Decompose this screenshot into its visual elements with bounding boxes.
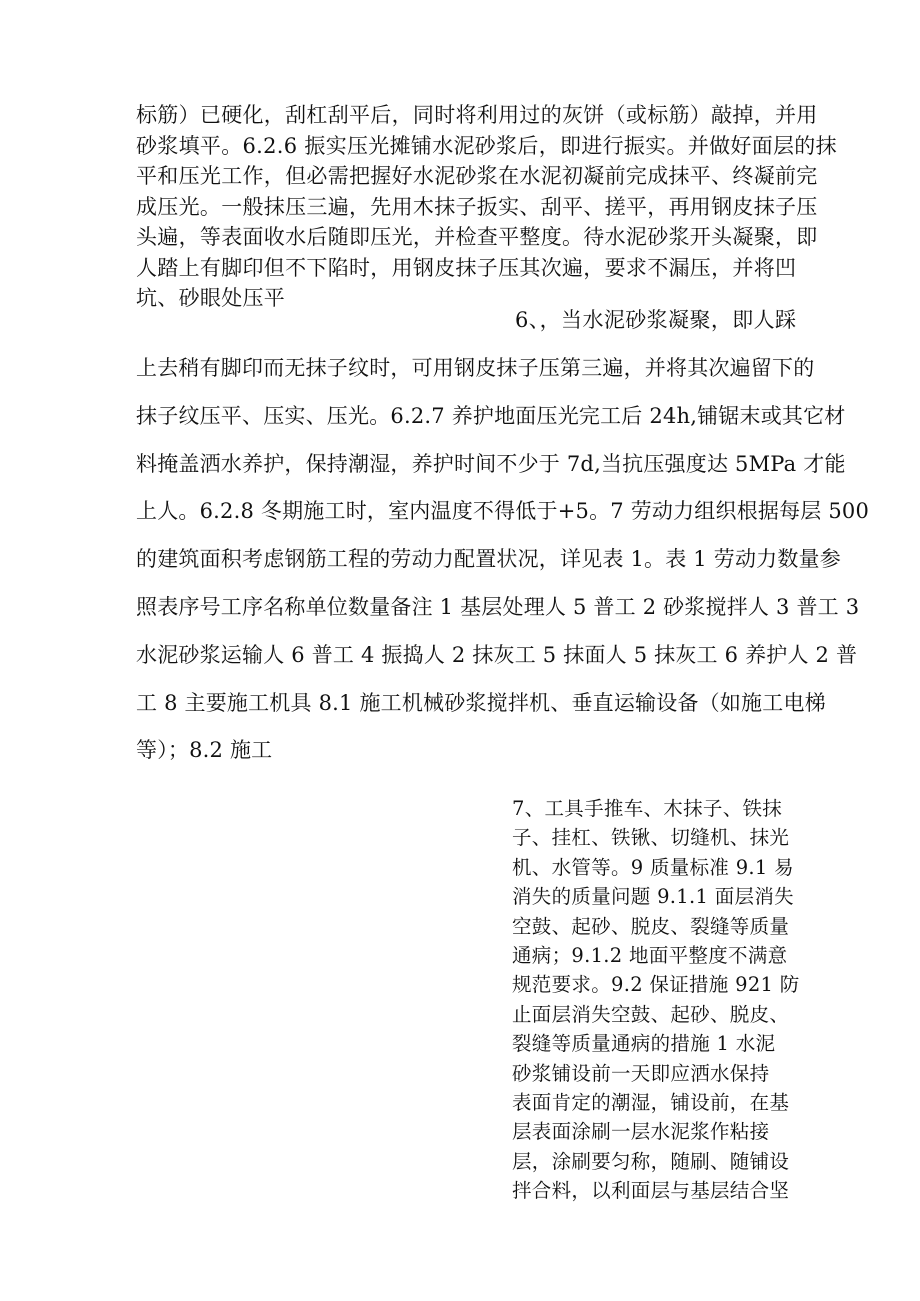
text-line: 机、水管等。9 质量标准 9.1 易	[512, 855, 794, 879]
text-line: 料掩盖洒水养护，保持潮湿，养护时间不少于 7d,当抗压强度达 5MPa 才能	[136, 451, 846, 476]
text-line: 的建筑面积考虑钢筋工程的劳动力配置状况，详见表 1。表 1 劳动力数量参	[136, 547, 841, 572]
text-line: 消失的质量问题 9.1.1 面层消失	[512, 885, 794, 909]
text-line: 上人。6.2.8 冬期施工时，室内温度不得低于+5。7 劳动力组织根据每层 500	[136, 499, 870, 524]
text-line: 7、工具手推车、木抹子、铁抹	[512, 797, 783, 820]
text-line: 头遍，等表面收水后随即压光，并检查平整度。待水泥砂浆开头凝聚，即	[136, 225, 818, 249]
text-line: 止面层消失空鼓、起砂、脱皮、	[512, 1002, 790, 1026]
text-line: 子、挂杠、铁锹、切缝机、抹光	[512, 826, 790, 850]
paragraph-1	[136, 100, 837, 314]
text-line: 抹子纹压平、压实、压光。6.2.7 养护地面压光完工后 24h,铺锯末或其它材	[136, 403, 846, 428]
text-line: 上去稍有脚印而无抹子纹时，可用钢皮抹子压第三遍，并将其次遍留下的	[136, 356, 815, 380]
text-line: 成压光。一般抹压三遍，先用木抹子扳实、刮平、搓平，再用钢皮抹子压	[136, 194, 818, 219]
text-line: 人踏上有脚印但不下陷时，用钢皮抹子压其次遍，要求不漏压，并将凹	[136, 255, 797, 280]
text-line: 层表面涂刷一层水泥浆作粘接	[512, 1120, 770, 1144]
text-line: 砂浆填平。6.2.6 振实压光摊铺水泥砂浆后，即进行振实。并做好面层的抹	[136, 133, 837, 158]
text-line: 6、，当水泥砂浆凝聚，即人踩	[515, 308, 797, 332]
text-line: 表面肯定的潮湿，铺设前，在基	[512, 1091, 790, 1115]
text-line: 通病；9.1.2 地面平整度不满意	[512, 944, 788, 968]
paragraph-2-heading	[515, 305, 796, 335]
text-line: 规范要求。9.2 保证措施 921 防	[512, 973, 800, 997]
text-line: 标筋）已硬化，刮杠刮平后，同时将利用过的灰饼（或标筋）敲掉，并用	[136, 103, 818, 127]
paragraph-2	[136, 345, 869, 775]
paragraph-3	[512, 794, 800, 1206]
text-line: 空鼓、起砂、脱皮、裂缝等质量	[512, 914, 790, 938]
text-line: 工 8 主要施工机具 8.1 施工机械砂浆搅拌机、垂直运输设备（如施工电梯	[136, 690, 826, 715]
text-line: 水泥砂浆运输人 6 普工 4 振捣人 2 抹灰工 5 抹面人 5 抹灰工 6 养护人 2 普	[136, 642, 858, 667]
text-line: 坑、砂眼处压平	[136, 286, 286, 310]
text-line: 照表序号工序名称单位数量备注 1 基层处理人 5 普工 2 砂浆搅拌人 3 普工 3	[136, 594, 860, 619]
text-line: 砂浆铺设前一天即应洒水保持	[512, 1061, 770, 1085]
text-line: 层，涂刷要匀称，随刷、随铺设	[512, 1149, 790, 1173]
text-line: 拌合料，以利面层与基层结合坚	[512, 1179, 790, 1203]
text-line: 等）；8.2 施工	[136, 738, 273, 763]
text-line: 平和压光工作，但必需把握好水泥砂浆在水泥初凝前完成抹平、终凝前完	[136, 164, 818, 188]
text-line: 裂缝等质量通病的措施 1 水泥	[512, 1032, 776, 1056]
